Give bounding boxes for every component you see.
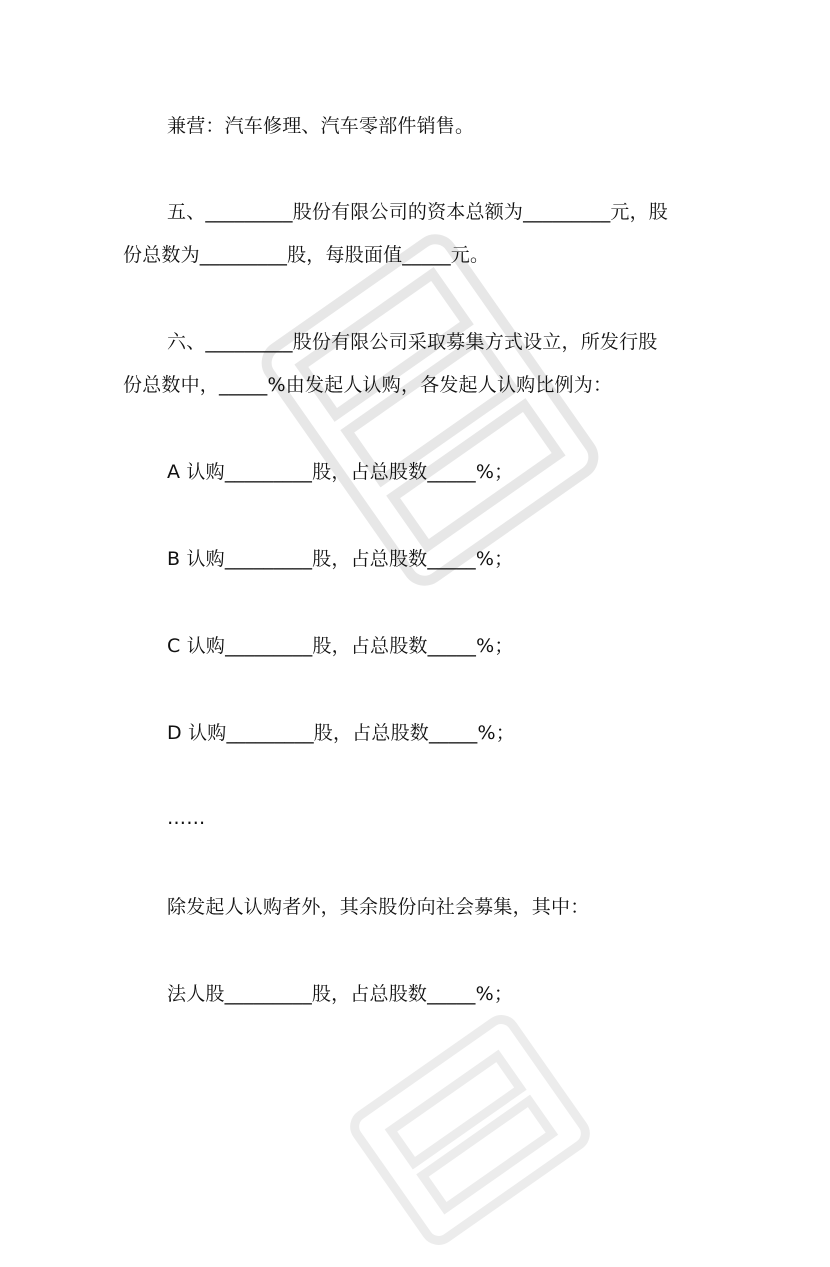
- ellipsis-line: ……: [167, 807, 206, 829]
- business-scope-line: 兼营：汽车修理、汽车零部件销售。: [167, 115, 475, 137]
- clause-five-line-2: 份总数为_________股，每股面值_____元。: [123, 244, 490, 266]
- subscriber-b-line: B 认购_________股，占总股数_____%；: [167, 548, 514, 570]
- public-offering-line: 除发起人认购者外，其余股份向社会募集，其中：: [167, 896, 590, 918]
- legal-person-shares-line: 法人股_________股，占总股数_____%；: [167, 983, 514, 1005]
- subscriber-a-line: A 认购_________股，占总股数_____%；: [167, 461, 514, 483]
- subscriber-d-line: D 认购_________股，占总股数_____%；: [167, 722, 515, 744]
- subscriber-c-line: C 认购_________股，占总股数_____%；: [167, 635, 514, 657]
- clause-six-line-1: 六、_________股份有限公司采取募集方式设立，所发行股: [167, 331, 658, 353]
- clause-six-line-2: 份总数中，_____%由发起人认购，各发起人认购比例为：: [123, 374, 613, 396]
- watermark-stamp-icon: [328, 993, 611, 1267]
- clause-five-line-1: 五、_________股份有限公司的资本总额为_________元，股: [167, 201, 669, 223]
